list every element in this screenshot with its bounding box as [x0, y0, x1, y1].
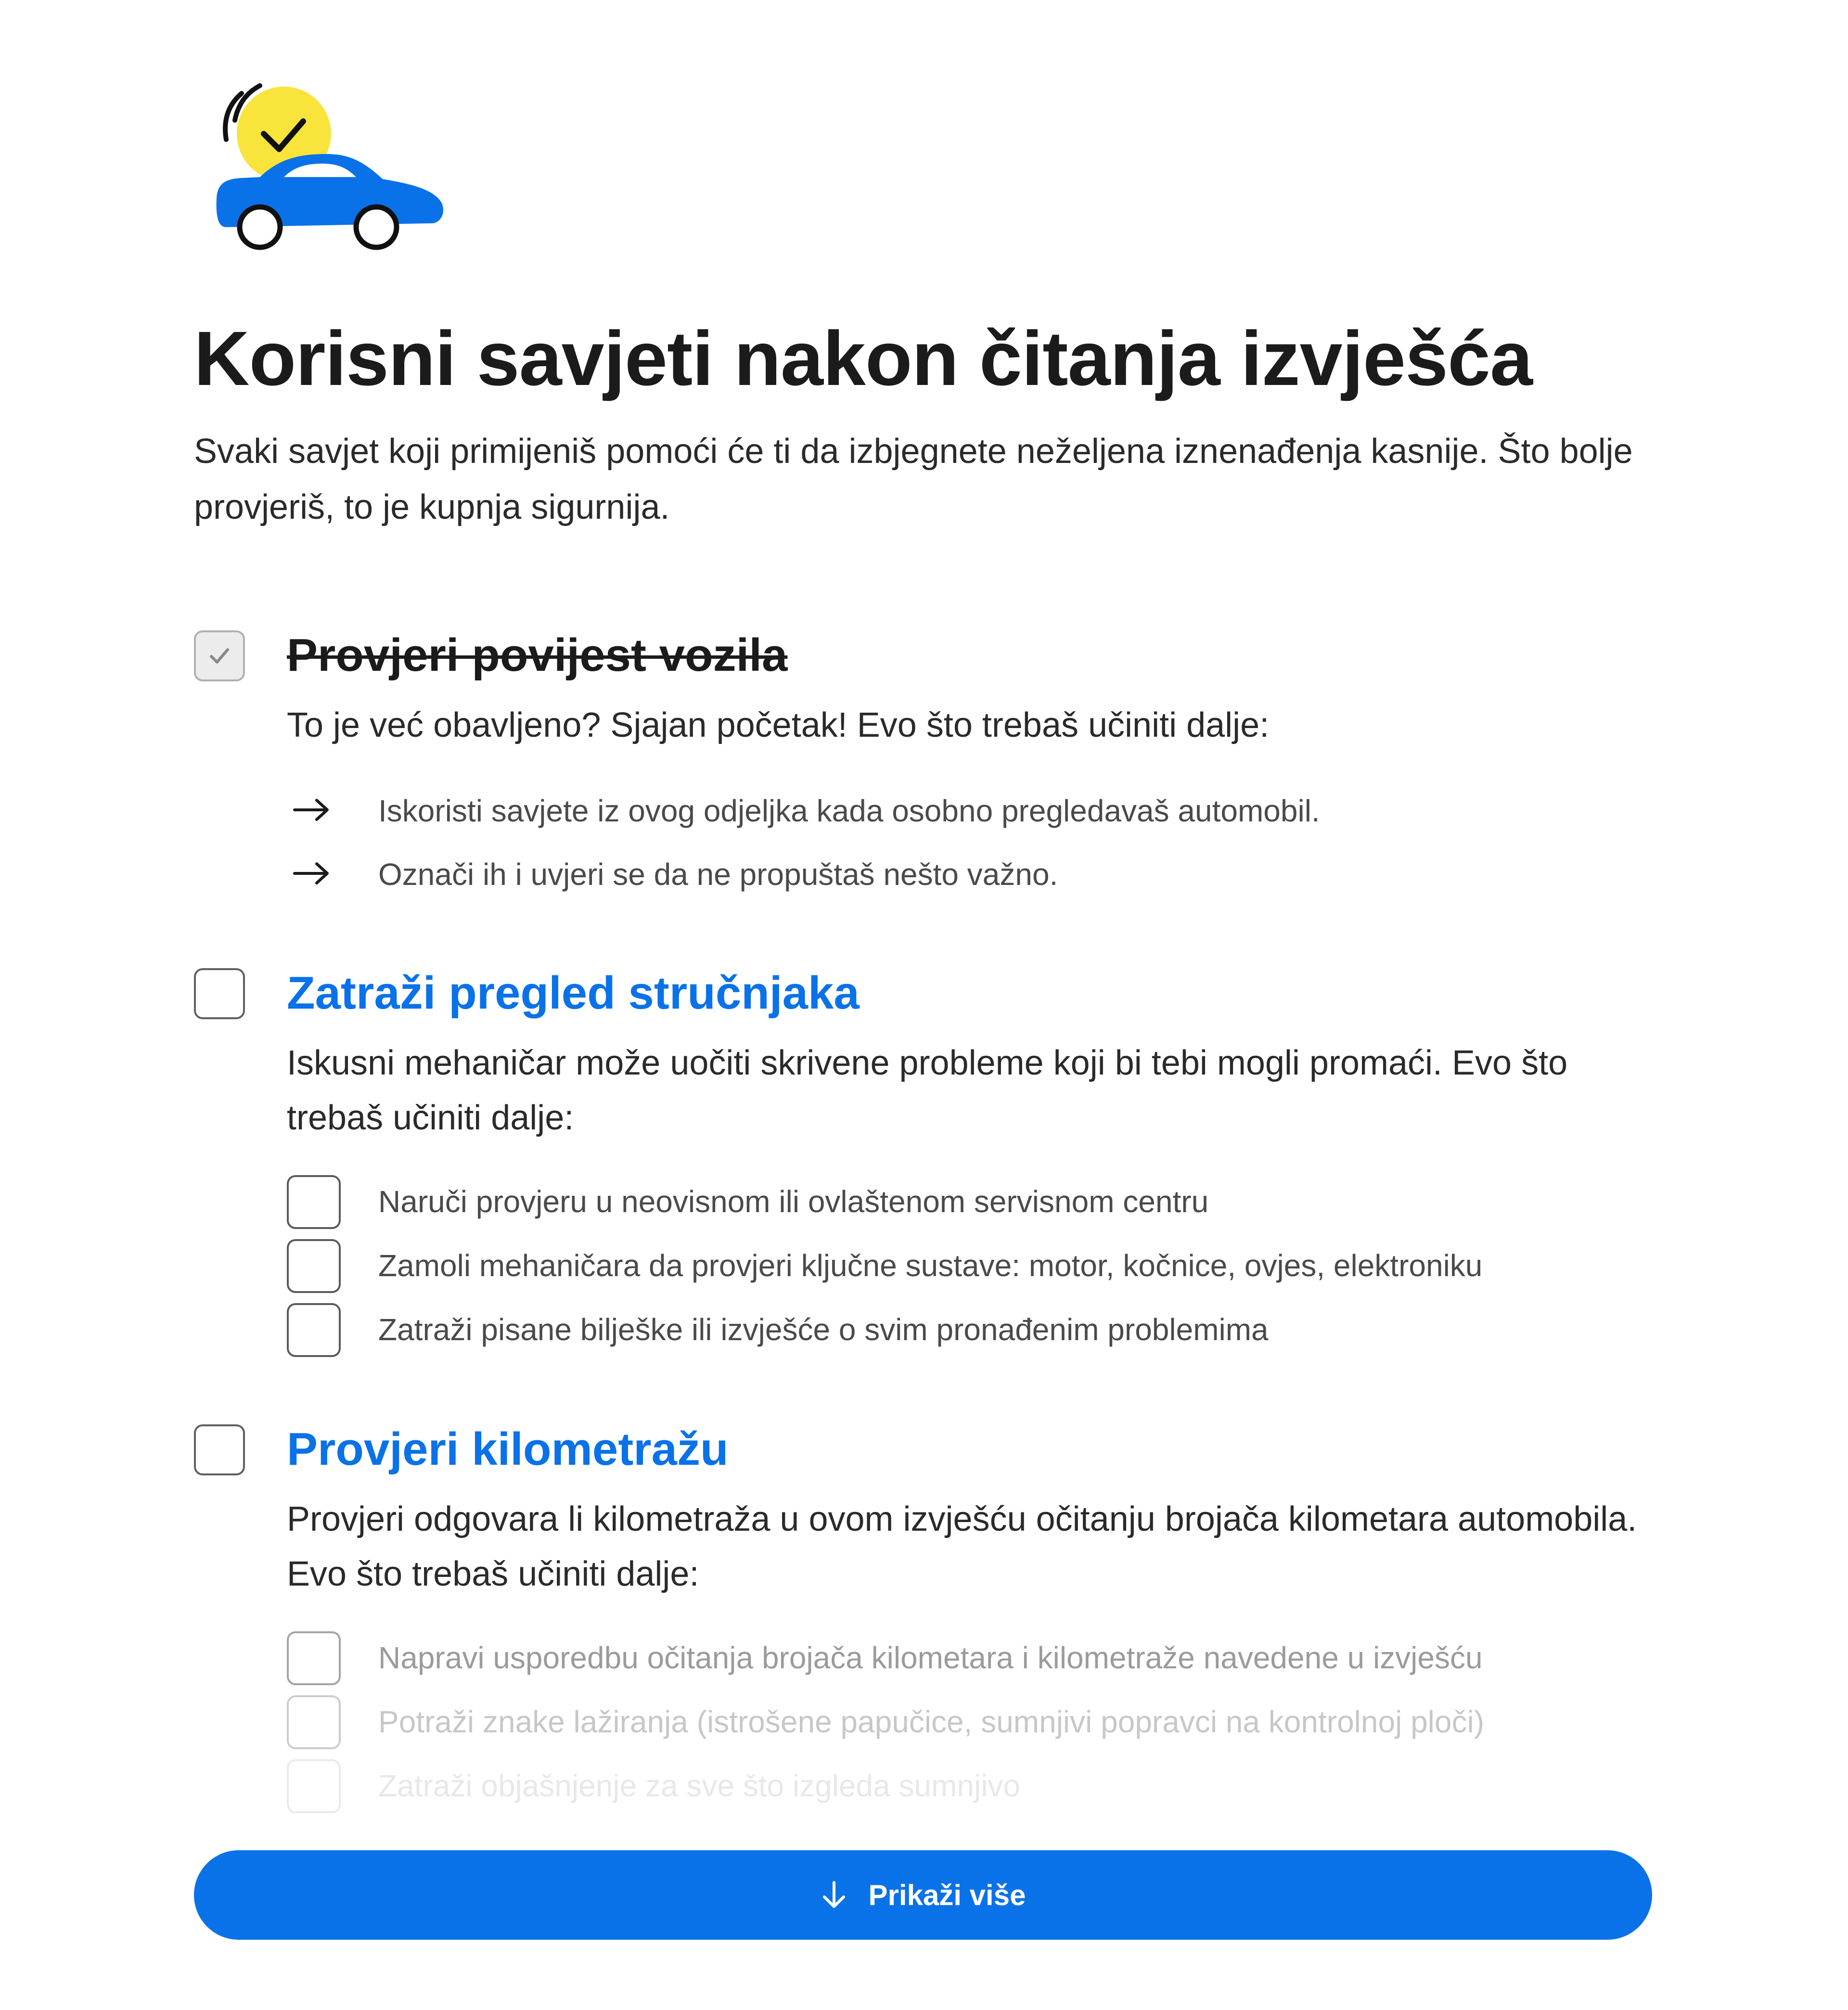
checklist-item: [287, 1695, 1682, 1748]
section-title[interactable]: Provjeri kilometražu: [287, 1423, 729, 1475]
checklist-item-text: Potraži znake lažiranja (istrošene papučice, sumnjivi popravci na kontrolnoj ploči): [378, 1704, 1484, 1739]
checklist-item-text: Zatraži objašnjenje za sve što izgleda sumnjivo: [378, 1768, 1020, 1803]
section-checkbox[interactable]: [194, 968, 245, 1019]
section-title[interactable]: Zatraži pregled stručnjaka: [287, 967, 860, 1019]
item-checkbox[interactable]: [287, 1175, 341, 1229]
item-checkbox[interactable]: [287, 1239, 341, 1293]
car-with-checkmark-icon: [207, 77, 457, 279]
list-item: [287, 784, 1682, 837]
section-checkbox[interactable]: [194, 1424, 245, 1475]
item-checkbox[interactable]: [287, 1759, 341, 1813]
checklist-item-text: Napravi usporedbu očitanja brojača kilometara i kilometraže navedene u izvješću: [378, 1640, 1483, 1675]
checklist-item: [287, 1759, 1682, 1812]
arrow-down-icon: [821, 1880, 847, 1910]
section-description: Provjeri odgovara li kilometraža u ovom izvješću očitanju brojača kilometara automobila. Evo što trebaš učiniti dalje:: [287, 1500, 1637, 1593]
list-item-text: Iskoristi savjete iz ovog odjeljka kada osobno pregledavaš automobil.: [378, 794, 1320, 828]
checklist-item-text: Zatraži pisane bilješke ili izvješće o svim pronađenim problemima: [378, 1312, 1269, 1347]
checklist-item-text: Naruči provjeru u neovisnom ili ovlaštenom servisnom centru: [378, 1184, 1209, 1219]
section-description: To je već obavljeno? Sjajan početak! Evo što trebaš učiniti dalje:: [287, 706, 1270, 744]
checkmark-icon: [206, 643, 232, 669]
section-title: Provjeri povijest vozila: [287, 629, 788, 681]
item-checkbox[interactable]: [287, 1631, 341, 1685]
checklist-item: [287, 1239, 1682, 1292]
checklist-item-text: Zamoli mehaničara da provjeri ključne sustave: motor, kočnice, ovjes, elektroniku: [378, 1248, 1483, 1283]
checklist-item: [287, 1175, 1682, 1228]
checklist-item: [287, 1303, 1682, 1356]
arrow-right-icon: [293, 798, 331, 822]
arrow-right-icon: [293, 861, 331, 885]
section-checkbox-checked[interactable]: [194, 630, 245, 681]
show-more-button[interactable]: [194, 1850, 1652, 1940]
checklist-item: [287, 1631, 1682, 1684]
list-item: [287, 848, 1682, 901]
show-more-label: Prikaži više: [868, 1879, 1026, 1911]
item-checkbox[interactable]: [287, 1695, 341, 1749]
item-checkbox[interactable]: [287, 1303, 341, 1357]
list-item-text: Označi ih i uvjeri se da ne propuštaš nešto važno.: [378, 857, 1058, 892]
page-subtitle: Svaki savjet koji primijeniš pomoći će ti da izbjegnete neželjena iznenađenja kasnije. Što bolje provjeriš, to je kupnja sigurnija.: [194, 432, 1633, 526]
page-title: Korisni savjeti nakon čitanja izvješća: [194, 315, 1532, 401]
section-description: Iskusni mehaničar može uočiti skrivene probleme koji bi tebi mogli promaći. Evo što trebaš učiniti dalje:: [287, 1044, 1568, 1137]
